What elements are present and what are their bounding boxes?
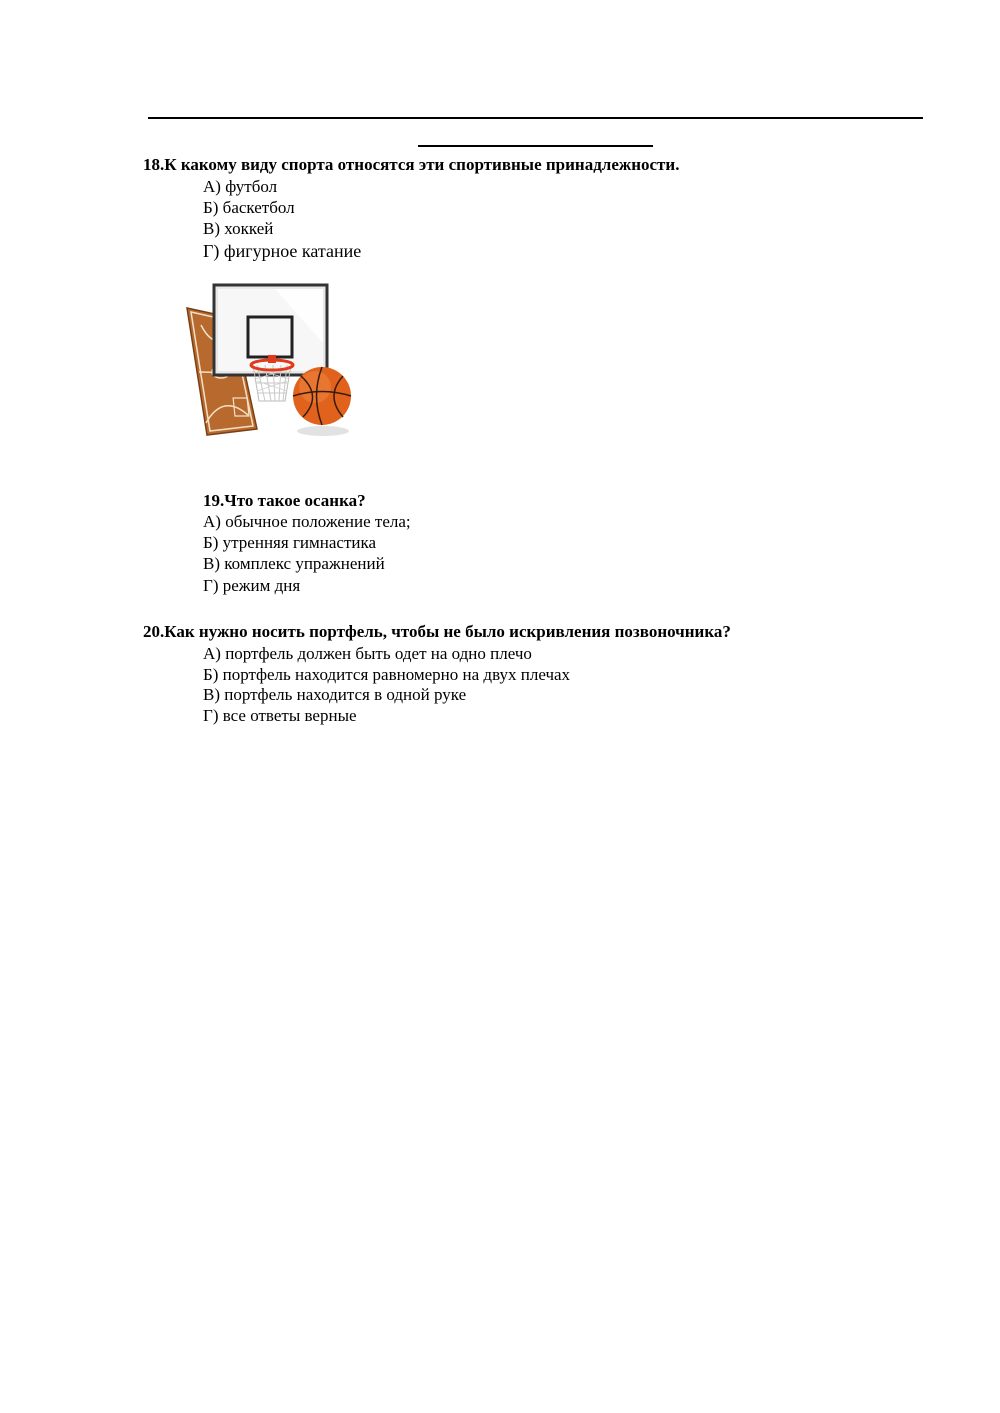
answer-line-long [148,117,923,119]
question-18-number: 18. [143,155,165,174]
question-19 [203,491,366,511]
question-19-option-d: Г) режим дня [203,576,301,595]
question-20-text: Как нужно носить портфель, чтобы не было искривления позвоночника? [164,622,731,641]
basketball-ball-icon [293,367,351,436]
answer-line-short [418,145,653,147]
basketball-equipment-icon [185,283,355,438]
question-18-option-a: А) футбол [203,177,278,196]
question-19-option-c: В) комплекс упражнений [203,554,385,573]
question-19-number: 19. [203,491,225,510]
question-18-option-c: В) хоккей [203,219,274,238]
question-18-option-d: Г) фигурное катание [203,241,362,261]
question-20-number: 20. [143,622,165,641]
hoop-net-icon [251,355,293,401]
question-19-option-b: Б) утренняя гимнастика [203,533,377,552]
question-20 [143,622,731,642]
question-18-option-b: Б) баскетбол [203,198,295,217]
question-20-option-c: В) портфель находится в одной руке [203,685,467,704]
question-20-option-d: Г) все ответы верные [203,706,357,725]
question-20-option-b: Б) портфель находится равномерно на двух плечах [203,665,571,684]
question-19-text: Что такое осанка? [224,491,366,510]
question-19-option-a: А) обычное положение тела; [203,512,411,531]
question-18 [143,155,679,175]
question-18-text: К какому виду спорта относятся эти спортивные принадлежности. [164,155,680,174]
question-20-option-a: А) портфель должен быть одет на одно плечо [203,644,532,663]
